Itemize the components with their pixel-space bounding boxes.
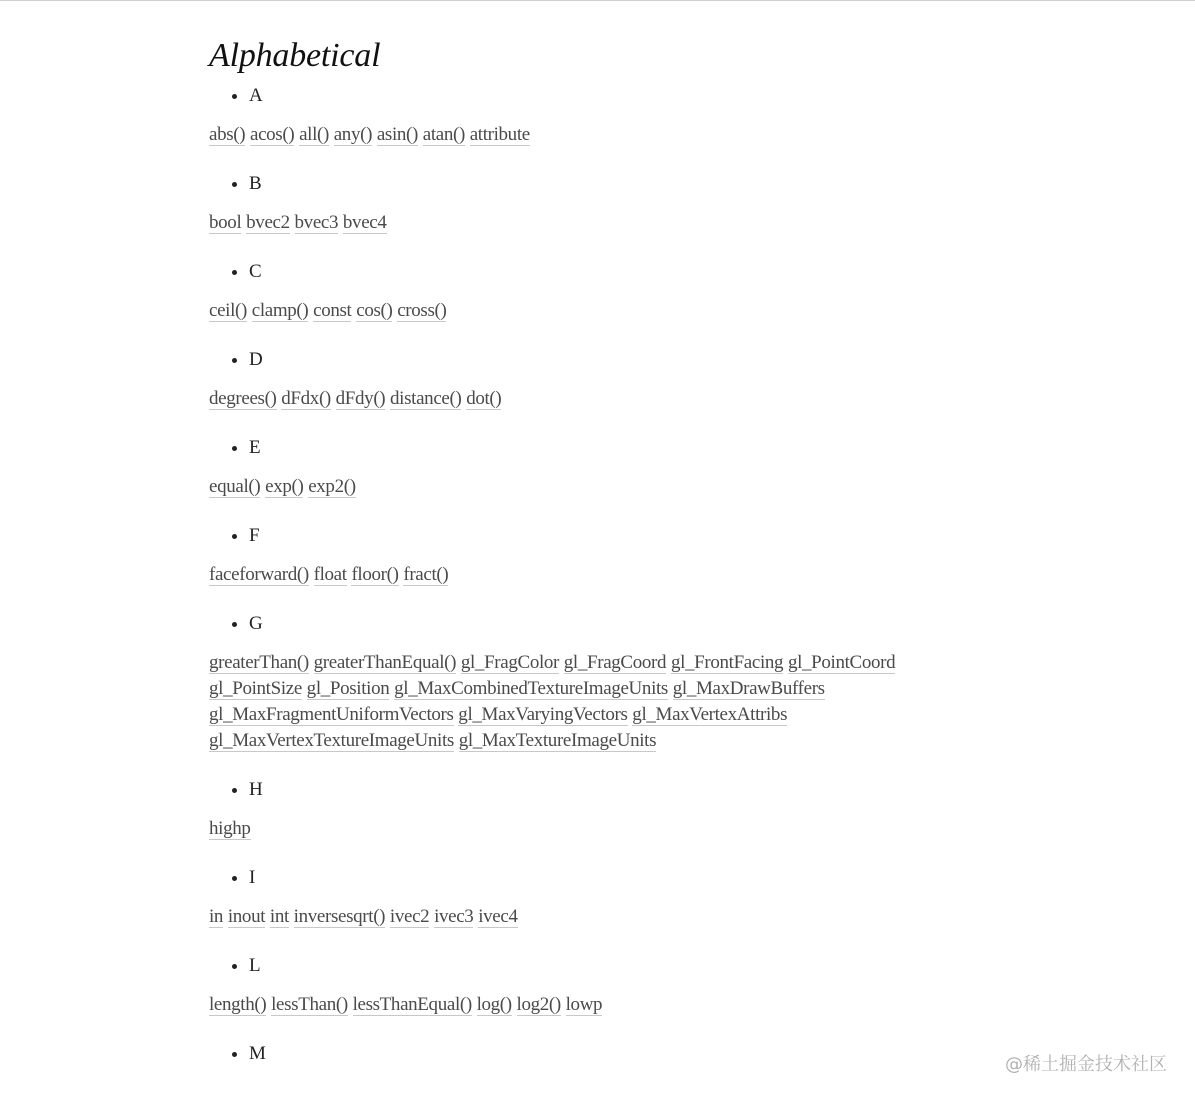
keyword-link[interactable]: any() xyxy=(333,124,373,145)
letter-heading-list xyxy=(209,516,979,556)
letter-heading: • F xyxy=(249,516,979,556)
keyword-link[interactable]: gl_FragColor xyxy=(460,652,560,673)
keyword-link[interactable]: distance() xyxy=(390,388,462,409)
keyword-link[interactable]: bvec4 xyxy=(342,212,387,233)
letter-section xyxy=(209,164,979,236)
letter-heading: • I xyxy=(249,858,979,898)
keyword-links xyxy=(209,122,979,148)
keyword-link[interactable]: gl_MaxFragmentUniformVectors xyxy=(209,704,454,725)
keyword-link[interactable]: float xyxy=(313,564,347,585)
keyword-link[interactable]: bool xyxy=(209,212,242,233)
letter-section xyxy=(209,252,979,324)
letter-heading: • A xyxy=(249,76,979,116)
keyword-link[interactable]: gl_MaxVaryingVectors xyxy=(458,704,628,725)
letter-heading: • H xyxy=(249,770,979,810)
alphabetical-index xyxy=(209,36,979,1074)
watermark: @稀土掘金技术社区 xyxy=(1005,1054,1167,1075)
letter-heading: • L xyxy=(249,946,979,986)
keyword-link[interactable]: in xyxy=(209,906,224,927)
keyword-link[interactable]: lessThan() xyxy=(271,994,348,1015)
keyword-link[interactable]: gl_PointCoord xyxy=(787,652,896,673)
keyword-link[interactable]: dFdx() xyxy=(281,388,331,409)
keyword-links xyxy=(209,650,979,754)
letter-heading-list xyxy=(209,1034,979,1074)
keyword-link[interactable]: asin() xyxy=(376,124,418,145)
letter-heading-list xyxy=(209,770,979,810)
letter-section xyxy=(209,516,979,588)
sections-container xyxy=(209,76,979,1074)
letter-heading-list xyxy=(209,164,979,204)
keyword-link[interactable]: fract() xyxy=(403,564,449,585)
letter-section xyxy=(209,770,979,842)
keyword-link[interactable]: lowp xyxy=(565,994,603,1015)
letter-section xyxy=(209,604,979,754)
keyword-link[interactable]: bvec3 xyxy=(294,212,339,233)
letter-heading-list xyxy=(209,252,979,292)
keyword-link[interactable]: lessThanEqual() xyxy=(352,994,472,1015)
keyword-link[interactable]: const xyxy=(313,300,352,321)
keyword-link[interactable]: gl_MaxTextureImageUnits xyxy=(458,730,657,751)
keyword-links xyxy=(209,562,979,588)
keyword-link[interactable]: gl_Position xyxy=(306,678,390,699)
letter-heading: • E xyxy=(249,428,979,468)
top-border xyxy=(0,0,1195,1)
keyword-link[interactable]: degrees() xyxy=(209,388,277,409)
keyword-link[interactable]: int xyxy=(269,906,289,927)
letter-heading: • G xyxy=(249,604,979,644)
letter-section xyxy=(209,340,979,412)
keyword-link[interactable]: gl_MaxVertexTextureImageUnits xyxy=(209,730,454,751)
keyword-link[interactable]: ivec3 xyxy=(434,906,474,927)
keyword-link[interactable]: highp xyxy=(209,818,251,839)
keyword-links xyxy=(209,904,979,930)
keyword-link[interactable]: attribute xyxy=(469,124,530,145)
keyword-link[interactable]: ceil() xyxy=(209,300,247,321)
keyword-link[interactable]: length() xyxy=(209,994,267,1015)
keyword-link[interactable]: gl_PointSize xyxy=(209,678,302,699)
keyword-link[interactable]: inversesqrt() xyxy=(293,906,386,927)
keyword-links xyxy=(209,992,979,1018)
keyword-link[interactable]: bvec2 xyxy=(246,212,290,233)
letter-heading-list xyxy=(209,428,979,468)
keyword-link[interactable]: inout xyxy=(227,906,266,927)
keyword-link[interactable]: dFdy() xyxy=(335,388,386,409)
keyword-link[interactable]: equal() xyxy=(209,476,261,497)
keyword-link[interactable]: gl_FragCoord xyxy=(563,652,667,673)
keyword-link[interactable]: ivec4 xyxy=(478,906,518,927)
letter-heading-list xyxy=(209,76,979,116)
letter-heading-list xyxy=(209,946,979,986)
keyword-links xyxy=(209,210,979,236)
page-title: Alphabetical xyxy=(209,37,381,74)
keyword-links xyxy=(209,386,979,412)
letter-heading: • C xyxy=(249,252,979,292)
letter-heading: • B xyxy=(249,164,979,204)
keyword-link[interactable]: atan() xyxy=(422,124,465,145)
keyword-link[interactable]: greaterThanEqual() xyxy=(313,652,457,673)
keyword-link[interactable]: gl_FrontFacing xyxy=(670,652,784,673)
keyword-link[interactable]: all() xyxy=(299,124,329,145)
keyword-link[interactable]: cross() xyxy=(397,300,447,321)
letter-section xyxy=(209,946,979,1018)
keyword-link[interactable]: ivec2 xyxy=(389,906,430,927)
letter-heading-list xyxy=(209,340,979,380)
keyword-link[interactable]: acos() xyxy=(249,124,295,145)
keyword-links xyxy=(209,816,979,842)
letter-heading: • D xyxy=(249,340,979,380)
keyword-link[interactable]: gl_MaxVertexAttribs xyxy=(632,704,788,725)
keyword-links xyxy=(209,298,979,324)
keyword-link[interactable]: abs() xyxy=(209,124,246,145)
keyword-link[interactable]: faceforward() xyxy=(209,564,309,585)
keyword-link[interactable]: exp() xyxy=(265,476,304,497)
keyword-link[interactable]: gl_MaxDrawBuffers xyxy=(672,678,825,699)
keyword-link[interactable]: log2() xyxy=(516,994,561,1015)
letter-heading: • M xyxy=(249,1034,979,1074)
letter-section xyxy=(209,858,979,930)
keyword-link[interactable]: floor() xyxy=(351,564,399,585)
keyword-link[interactable]: greaterThan() xyxy=(209,652,309,673)
keyword-link[interactable]: exp2() xyxy=(308,476,356,497)
keyword-link[interactable]: dot() xyxy=(466,388,502,409)
letter-heading-list xyxy=(209,604,979,644)
keyword-links xyxy=(209,474,979,500)
keyword-link[interactable]: gl_MaxCombinedTextureImageUnits xyxy=(394,678,668,699)
letter-section xyxy=(209,76,979,148)
letter-heading-list xyxy=(209,858,979,898)
letter-section xyxy=(209,428,979,500)
keyword-link[interactable]: log() xyxy=(476,994,512,1015)
keyword-link[interactable]: clamp() xyxy=(251,300,309,321)
letter-section xyxy=(209,1034,979,1074)
keyword-link[interactable]: cos() xyxy=(356,300,393,321)
